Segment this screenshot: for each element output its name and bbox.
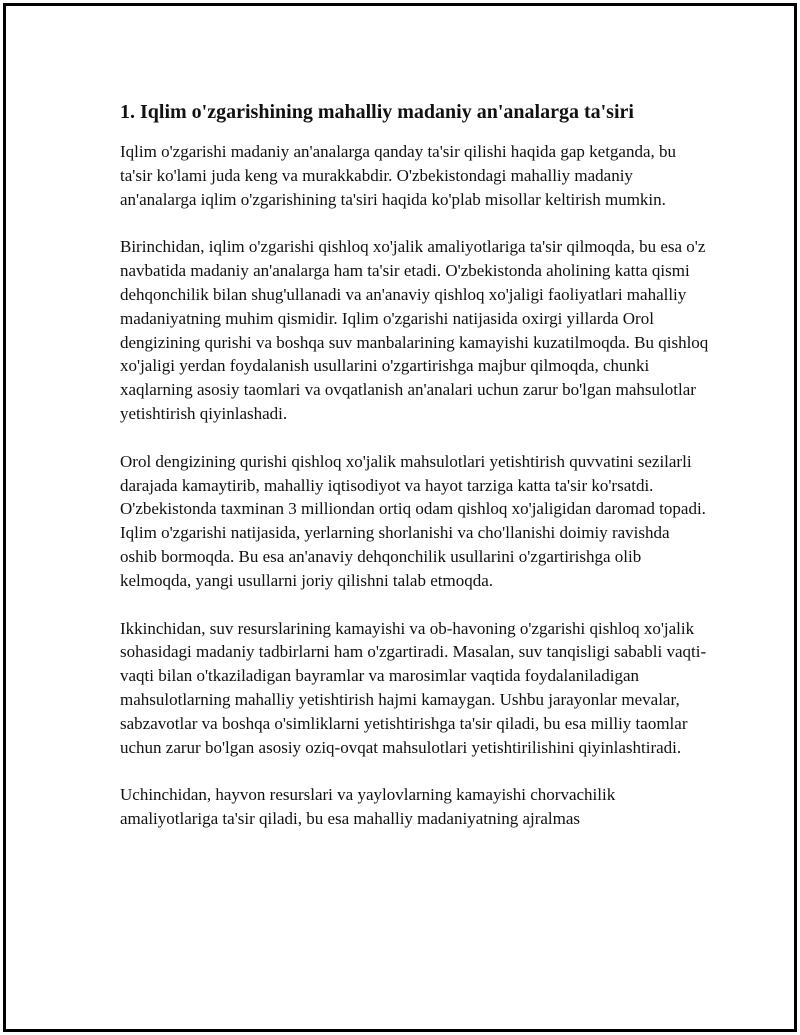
paragraph-3: Orol dengizining qurishi qishloq xo'jalik mahsulotlari yetishtirish quvvatini sezilarli darajada kamaytirib, mahalliy iqtisodiyot va hayot tarziga katta ta'sir ko'rsatdi. O'zbekistonda taxminan 3 milliondan ortiq odam qishloq xo'jaligidan daromad topadi. Iqlim o'zgarishi natijasida, yerlarning shorlanishi va cho'llanishi doimiy ravishda oshib bormoqda. Bu esa an'anaviy dehqonchilik usullarini o'zgartirishga olib kelmoqda, yangi usullarni joriy qilishni talab etmoqda. [120, 451, 706, 590]
paragraph-1: Iqlim o'zgarishi madaniy an'analarga qanday ta'sir qilishi haqida gap ketganda, bu ta'sir ko'lami juda keng va murakkabdir. O'zbekistondagi mahalliy madaniy an'analarga iqlim o'zgarishining ta'siri haqida ko'plab misollar keltirish mumkin. [120, 142, 677, 209]
paragraph-4: Ikkinchidan, suv resurslarining kamayishi va ob-havoning o'zgarishi qishloq xo'jalik sohasidagi madaniy tadbirlarni ham o'zgartiradi. Masalan, suv tanqisligi sababli vaqti-vaqti bilan o'tkaziladigan bayramlar va marosimlar vaqtida foydalaniladigan mahsulotlarning mahalliy yetishtirish hajmi kamaygan. Ushbu jarayonlar mevalar, sabzavotlar va boshqa o'simliklarni yetishtirishga ta'sir qiladi, bu esa milliy taomlar uchun zarur bo'lgan asosiy oziq-ovqat mahsulotlari yetishtirilishini qiyinlashtiradi. [120, 618, 707, 757]
page-frame [3, 3, 797, 1032]
document-body [120, 98, 710, 855]
paragraph-5: Uchinchidan, hayvon resurslari va yaylovlarning kamayishi chorvachilik amaliyotlariga ta'sir qiladi, bu esa mahalliy madaniyatning ajralmas [120, 785, 616, 829]
paragraph-2: Birinchidan, iqlim o'zgarishi qishloq xo'jalik amaliyotlariga ta'sir qilmoqda, bu esa o'z navbatida madaniy an'analarga ham ta'sir etadi. O'zbekistonda aholining katta qismi dehqonchilik bilan shug'ullanadi va an'anaviy qishloq xo'jaligi faoliyatlari mahalliy madaniyatning muhim qismidir. Iqlim o'zgarishi natijasida oxirgi yillarda Orol dengizining qurishi va boshqa suv manbalarining kamayishi kuzatilmoqda. Bu qishloq xo'jaligi yerdan foydalanish usullarini o'zgartirishga majbur qilmoqda, chunki xaqlarning asosiy taomlari va ovqatlanish an'analari uchun zarur bo'lgan mahsulotlar yetishtirish qiyinlashadi. [120, 237, 709, 423]
section-title: 1. Iqlim o'zgarishining mahalliy madaniy an'analarga ta'siri [120, 101, 634, 123]
